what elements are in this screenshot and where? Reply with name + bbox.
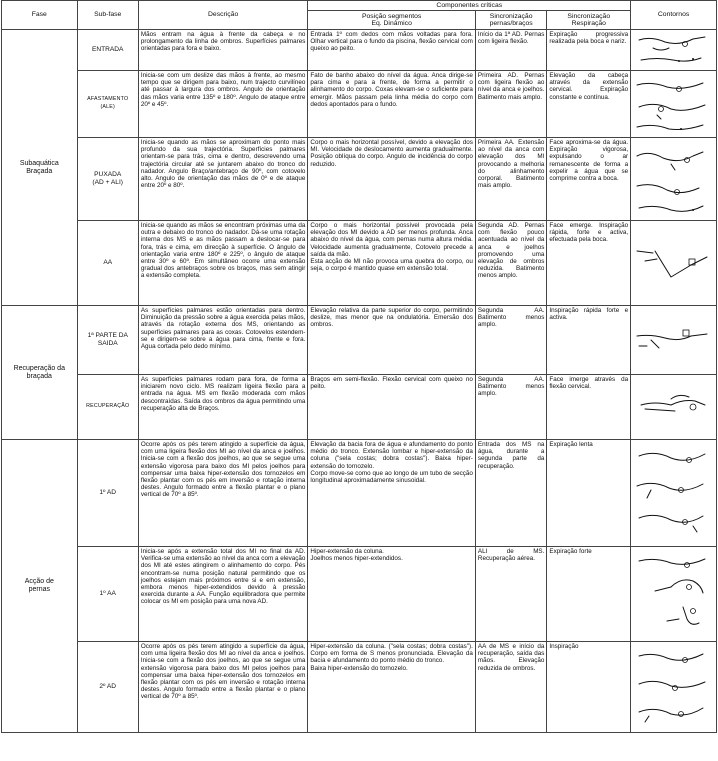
- respiracao-cell: Inspiração rápida forte e activa.: [547, 306, 631, 375]
- subfase-cell: ENTRADA: [77, 30, 138, 71]
- header-row-1: [2, 1, 717, 11]
- table-row: [2, 547, 717, 642]
- contour-cell: [631, 375, 717, 440]
- table-row: [2, 30, 717, 71]
- sincronizacao-cell: Entrada dos MS na água, durante a segunda parte da recuperação.: [475, 440, 546, 547]
- respiracao-cell: Face emerge. Inspiração rápida, forte e activa, efectuada pela boca.: [547, 221, 631, 306]
- swimmer-contour-sketch: [631, 138, 713, 220]
- posicao-cell: Fato de banho abaixo do nível da água. Anca dirige-se para cima e para a frente, de forma a permitir o alinhamento do corpo. Coxas elevam-se o suficiente para emergir. Mãos passam pela linha média do corpo com dedos apontados para o fundo.: [308, 71, 476, 138]
- contour-cell: [631, 30, 717, 71]
- posicao-cell: Elevação relativa da parte superior do corpo, permitindo deslize, mas menor que na ondulatória. Emersão dos ombros.: [308, 306, 476, 375]
- sincronizacao-cell: Segunda AD. Pernas com flexão pouco acentuada ao nível da anca e joelhos promovendo uma elevação de ombros reduzida. Batimento menos amplo.: [475, 221, 546, 306]
- sincronizacao-cell: Início da 1ª AD. Pernas com ligeira flexão.: [475, 30, 546, 71]
- respiracao-cell: Expiração progressiva realizada pela boca e nariz.: [547, 30, 631, 71]
- descricao-cell: Inicia-se quando as mãos se encontram próximas uma da outra e debaixo do tronco do nadador. Dá-se uma rotação interna dos MS e as mãos passam a deslocar-se para fora, trás e cima, em direcção à superfície. O ângulo de orientação varia entre 180º e 225º, o ângulo de ataque entre 30º e 60º. Em simultâneo ocorre uma extensão gradual dos antebraços sobre os braços, mas sem atingir a extensão completa.: [138, 221, 308, 306]
- posicao-cell: Hiper-extensão da coluna. ("sela costas; dobra costas"). Corpo em forma de S menos pronunciada. Elevação da bacia e afundamento do ponto médio do tronco. Baixa hiper-extensão do tornozelo.: [308, 642, 476, 733]
- descricao-cell: Inicia-se após a extensão total dos MI no final da AD. Verifica-se uma extensão ao nível da anca com a elevação dos MI até estes atingirem o alinhamento do corpo. Pés encontram-se numa posição natural permitindo que os joelhos estejam mais próximos entre si e em extensão, embora menos hiper-extendidos devido à pressão exercida durante a AA. Função equilibradora que permite colocar os MI em posição para uma nova AD.: [138, 547, 308, 642]
- table-row: [2, 440, 717, 547]
- sincronizacao-cell: Primeira AA. Extensão ao nível da anca com elevação dos MI provocando a melhoria do alinhamento corporal. Batimento mais amplo.: [475, 138, 546, 221]
- subfase-cell: 2º AD: [77, 642, 138, 733]
- sincronizacao-cell: Segunda AA. Batimento menos amplo.: [475, 306, 546, 375]
- sincronizacao-cell: AA de MS e início da recuperação, saída das mãos. Elevação reduzida de ombros.: [475, 642, 546, 733]
- respiracao-cell: Face imerge através da flexão cervical.: [547, 375, 631, 440]
- header-posicao: Posição segmentos Eq. Dinâmico: [308, 11, 476, 30]
- subfase-cell: AFASTAMENTO (ALE): [77, 71, 138, 138]
- sincronizacao-cell: Primeira AD. Pernas com ligeira flexão ao nível da anca e joelhos. Batimento mais amplo.: [475, 71, 546, 138]
- swimmer-contour-sketch: [631, 221, 713, 305]
- contour-cell: [631, 138, 717, 221]
- subfase-cell: 1ª PARTE DA SAIDA: [77, 306, 138, 375]
- sincronizacao-cell: ALI de MS. Recuperação aérea.: [475, 547, 546, 642]
- swimmer-contour-sketch: [631, 375, 713, 439]
- descricao-cell: Inicia-se com um deslize das mãos à frente, ao mesmo tempo que se dirigem para baixo, num trajecto curvilíneo até passar à largura dos ombros. Angulo de orientação das mãos varia entre 135º e 180º. Angulo de ataque entre 20º e 45º.: [138, 71, 308, 138]
- descricao-cell: As superfícies palmares rodam para fora, de forma a iniciarem novo ciclo. MS realizam ligeira flexão para a entrada na água. MS em flexão moderada com mãos descontraídas. Saída dos ombros da água permitindo uma recuperação alta de Braços.: [138, 375, 308, 440]
- respiracao-cell: Expiração lenta: [547, 440, 631, 547]
- contour-cell: [631, 71, 717, 138]
- table-row: [2, 221, 717, 306]
- swimmer-contour-sketch: [631, 440, 713, 546]
- contour-cell: [631, 547, 717, 642]
- respiracao-cell: Expiração forte: [547, 547, 631, 642]
- posicao-cell: Hiper-extensão da coluna. Joelhos menos hiper-extendidos.: [308, 547, 476, 642]
- fase-recuperacao: Recuperação da braçada: [2, 306, 78, 440]
- descricao-cell: As superfícies palmares estão orientadas para dentro. Diminuição da pressão sobre a água exercida pelas mãos, através da rotação externa dos MS, orientando as superfícies palmares para as coxas. Cotovelos estendem-se e dirigem-se sobre a água para cima, frente e fora. Agua cortada pelo dedo mínimo.: [138, 306, 308, 375]
- table-row: [2, 71, 717, 138]
- respiracao-cell: Face aproxima-se da água. Expiração vigorosa, expulsando o ar remanescente de forma a expelir a água que se comprime contra a boca.: [547, 138, 631, 221]
- descricao-cell: Ocorre após os pés terem atingido a superfície da água, com uma ligeira flexão dos MI ao nível da anca e joelhos. Inicia-se com a flexão dos joelhos, ao que se segue uma extensão vigorosa para baixo dos MI pelos joelhos para compensar uma baixa hiper-extensão dos tornozelos em flexão plantar com os pés em inversão e rotação interna destes. Angulo formado entre a flexão plantar e o plano vertical de 70º a 85º.: [138, 642, 308, 733]
- subfase-cell: RECUPERAÇÃO: [77, 375, 138, 440]
- header-contornos: Contornos: [631, 1, 717, 30]
- swimmer-contour-sketch: [631, 547, 713, 641]
- header-subfase: Sub-fase: [77, 1, 138, 30]
- contour-cell: [631, 221, 717, 306]
- fase-accao-pernas: Acção de pernas: [2, 440, 78, 733]
- header-descricao: Descrição: [138, 1, 308, 30]
- header-sincronizacao: Sincronização pernas/braços: [475, 11, 546, 30]
- posicao-cell: Corpo o mais horizontal possível provocada pela elevação dos MI devido a AD ser menos profunda. Anca abaixo do nível da água, com pernas numa altura média. Velocidade aumenta gradualmente, Cotovelo precede a saída da mão. Esta acção de MI não provoca uma quebra do corpo, ou seja, o corpo é mantido quase em extensão total.: [308, 221, 476, 306]
- swimmer-contour-sketch: [631, 30, 713, 70]
- subfase-cell: AA: [77, 221, 138, 306]
- posicao-cell: Entrada 1º com dedos com mãos voltadas para fora. Olhar vertical para o fundo da piscina, flexão cervical com queixo ao peito.: [308, 30, 476, 71]
- table-row: [2, 306, 717, 375]
- fase-subaquatica: Subaquática Braçada: [2, 30, 78, 306]
- header-respiracao: Sincronização Respiração: [547, 11, 631, 30]
- descricao-cell: Mãos entram na água à frente da cabeça e no prolongamento da linha de ombros. Superfícies palmares orientadas para fora e baixo.: [138, 30, 308, 71]
- contour-cell: [631, 440, 717, 547]
- posicao-cell: Corpo o mais horizontal possível, devido a elevação dos MI. Velocidade de deslocamento aumenta gradualmente. Posição oblíqua do corpo. Angulo de incidência do corpo reduzido.: [308, 138, 476, 221]
- contour-cell: [631, 642, 717, 733]
- sincronizacao-cell: Segunda AA. Batimento menos amplo.: [475, 375, 546, 440]
- posicao-cell: Braços em semi-flexão. Flexão cervical com queixo no peito.: [308, 375, 476, 440]
- table-row: [2, 138, 717, 221]
- swimmer-contour-sketch: [631, 71, 713, 137]
- header-fase: Fase: [2, 1, 78, 30]
- phases-table: [1, 0, 717, 733]
- table-row: [2, 375, 717, 440]
- header-componentes: Componentes críticas: [308, 1, 631, 11]
- descricao-cell: Inicia-se quando as mãos se aproximam do ponto mais profundo da sua trajectória. Superfícies palmares orientam-se para trás, cima e dentro, descrevendo uma trajectória circular até se juntarem abaixo do tronco do nadador. Angulo Braço/antebraço de 90º, com cotovelo alto. Angulo de orientação das mãos de 0º e de ataque entre 20º e 80º.: [138, 138, 308, 221]
- subfase-cell: 1º AD: [77, 440, 138, 547]
- respiracao-cell: Inspiração: [547, 642, 631, 733]
- subfase-cell: PUXADA (AD + ALI): [77, 138, 138, 221]
- contour-cell: [631, 306, 717, 375]
- descricao-cell: Ocorre após os pés terem atingido a superfície da água, com uma ligeira flexão dos MI ao nível da anca e joelhos. Inicia-se com a flexão dos joelhos, ao que se segue uma extensão vigorosa para baixo dos MI pelos joelhos para compensar uma baixa hiper-extensão dos tornozelos em flexão plantar com os pés em inversão e rotação interna destes. Angulo formado entre a flexão plantar e o plano vertical de 70º a 85º.: [138, 440, 308, 547]
- swimmer-contour-sketch: [631, 642, 713, 732]
- subfase-cell: 1º AA: [77, 547, 138, 642]
- swimmer-contour-sketch: [631, 306, 713, 374]
- table-row: [2, 642, 717, 733]
- respiracao-cell: Elevação da cabeça através da extensão cervical. Expiração constante e contínua.: [547, 71, 631, 138]
- posicao-cell: Elevação da bacia fora de água e afundamento do ponto médio do tronco. Extensão lombar e hiper-extensão da coluna ("sela costas; dobra costas"). Baixa hiper-extensão do tornozelo. Corpo move-se como que ao longo de um tubo de secção longitudinal aproximadamente sinusoidal.: [308, 440, 476, 547]
